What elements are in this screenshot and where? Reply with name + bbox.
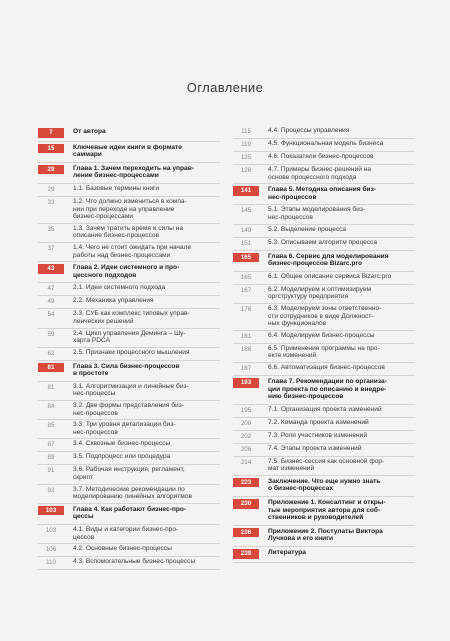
toc-section-entry — [233, 363, 415, 376]
toc-right-column — [233, 126, 415, 563]
toc-section-entry — [233, 272, 415, 285]
chapter-page-number-badge: 81 — [38, 363, 64, 373]
section-page-number: 106 — [45, 546, 57, 554]
section-title: 2.2. Механика управления — [73, 297, 154, 305]
toc-section-entry — [233, 444, 415, 457]
section-page-number: 187 — [240, 364, 252, 372]
section-page-number: 29 — [47, 185, 55, 193]
toc-section-entry — [38, 348, 220, 361]
toc-chapter-entry — [233, 526, 415, 547]
toc-section-entry — [38, 465, 220, 484]
toc-section-entry — [233, 457, 415, 476]
section-page-number: 37 — [47, 244, 55, 252]
section-title: 2.3. СУБ как комплекс типовых управ- ленческих решений — [73, 310, 190, 325]
toc-section-entry — [233, 225, 415, 238]
toc-section-entry — [233, 238, 415, 251]
chapter-title: Приложение 2. Постулаты Виктора Лучкова и его книги — [268, 527, 383, 543]
section-page-number: 206 — [240, 445, 252, 453]
section-title: 6.4. Моделируем бизнес-процессы — [268, 331, 375, 339]
section-title: 7.3. Роли участников изменений — [268, 431, 368, 439]
toc-chapter-entry — [38, 163, 220, 184]
section-page-number: 167 — [240, 286, 252, 294]
section-page-number: 92 — [47, 486, 55, 494]
section-page-number: 151 — [240, 239, 252, 247]
section-page-number: 200 — [240, 419, 252, 427]
section-title: 4.2. Основные бизнес-процессы — [73, 545, 172, 553]
section-title: 4.3. Вспомогательные бизнес-процессы — [73, 558, 196, 566]
toc-chapter-entry — [38, 361, 220, 382]
chapter-title: Приложение 1. Консалтинг и откры- тые мероприятия автора для соб- ственников и руководителей — [268, 499, 386, 522]
chapter-title: Глава 6. Сервис для моделирования бизнес-процессов Bizarc.pro — [268, 252, 389, 268]
section-page-number: 110 — [46, 559, 56, 567]
section-page-number: 54 — [47, 311, 55, 319]
section-title: 6.2. Моделируем и оптимизируем оргструктуру предприятия — [268, 285, 371, 301]
chapter-title: Ключевые идеи книги в формате саммари — [73, 143, 182, 159]
toc-chapter-entry — [233, 547, 415, 563]
section-title: 1.3. Зачем тратить время и силы на описание бизнес-процессов — [73, 224, 183, 240]
toc-section-entry — [233, 126, 415, 139]
section-page-number: 33 — [47, 198, 55, 206]
chapter-title: Глава 1. Зачем переходить на управ- ление бизнес-процессами — [73, 164, 194, 180]
section-page-number: 49 — [47, 298, 55, 306]
section-page-number: 119 — [241, 141, 251, 148]
toc-section-entry — [233, 304, 415, 331]
chapter-page-number-badge: 230 — [233, 499, 259, 509]
toc-section-entry — [233, 418, 415, 431]
chapter-page-number-badge: 15 — [38, 144, 64, 154]
section-page-number: 35 — [47, 225, 55, 233]
toc-section-entry — [38, 283, 220, 296]
section-title: 1.4. Чего не стоит ожидать при начале работы над бизнес-процессами — [73, 243, 192, 259]
section-page-number: 202 — [240, 432, 252, 440]
section-page-number: 91 — [47, 467, 55, 475]
section-title: 1.1. Базовые термины книги — [73, 184, 160, 192]
page-title: Оглавление — [186, 80, 264, 95]
toc-section-entry — [233, 205, 415, 224]
section-title: 3.4. Сквозные бизнес-процессы — [73, 440, 171, 448]
toc-section-entry — [38, 525, 220, 544]
section-title: 7.2. Команда проекта изменений — [268, 418, 369, 426]
toc-section-entry — [38, 224, 220, 243]
chapter-page-number-badge: 7 — [38, 128, 64, 138]
toc-section-entry — [233, 165, 415, 184]
section-page-number: 186 — [240, 345, 252, 353]
section-page-number: 149 — [240, 226, 252, 234]
toc-chapter-entry — [233, 376, 415, 405]
section-title: 6.6. Автоматизация бизнес-процессов — [268, 363, 385, 371]
chapter-title: Глава 5. Методика описания биз- нес-процессов — [268, 186, 377, 201]
toc-section-entry — [38, 485, 220, 504]
section-title: 7.1. Организация проекта изменений — [268, 405, 382, 413]
toc-section-entry — [38, 382, 220, 401]
section-page-number: 103 — [45, 527, 57, 534]
toc-chapter-entry — [233, 476, 415, 497]
chapter-title: Глава 2. Идеи системного и про- цессного подходов — [73, 264, 180, 279]
section-page-number: 181 — [240, 332, 252, 340]
section-title: 3.6. Рабочая инструкция, регламент, скрипт — [73, 466, 185, 482]
section-title: 5.3. Описываем алгоритм процесса — [268, 238, 378, 246]
chapter-page-number-badge: 141 — [233, 186, 259, 196]
section-page-number: 165 — [240, 273, 252, 281]
section-title: 3.1. Алгоритмизация и линейные биз- нес-процессы — [73, 382, 189, 398]
section-page-number: 126 — [240, 167, 252, 174]
section-page-number: 115 — [241, 128, 251, 135]
chapter-title: Литература — [268, 549, 306, 557]
toc-chapter-entry — [38, 126, 220, 142]
toc-section-entry — [38, 197, 220, 224]
chapter-title: Заключение. Что еще нужно знать о бизнес-процессах — [268, 477, 381, 493]
toc-section-entry — [38, 184, 220, 197]
section-page-number: 176 — [240, 305, 252, 313]
section-title: 1.2. Что должно измениться в компа- нии при переходе на управление бизнес-процессами — [73, 197, 187, 221]
chapter-title: Глава 3. Сила бизнес-процессов в простоте — [73, 362, 180, 378]
toc-section-entry — [38, 557, 220, 570]
chapter-page-number-badge: 103 — [38, 506, 64, 516]
chapter-page-number-badge: 193 — [233, 378, 259, 388]
chapter-title: Глава 4. Как работают бизнес-про- цессы — [73, 505, 187, 521]
section-title: 5.1. Этапы моделирования биз- нес-процессов — [268, 206, 366, 221]
toc-section-entry — [233, 405, 415, 418]
toc-chapter-entry — [233, 184, 415, 205]
toc-section-entry — [233, 152, 415, 165]
section-page-number: 59 — [47, 330, 55, 338]
toc-section-entry — [38, 296, 220, 309]
toc-section-entry — [38, 544, 220, 557]
section-title: 4.6. Показатели бизнес-процессов — [268, 153, 374, 160]
chapter-page-number-badge: 239 — [233, 549, 259, 559]
section-title: 7.5. Бизнес-сессия как основной фор- мат изменений — [268, 457, 385, 473]
section-title: 4.4. Процессы управления — [268, 127, 350, 134]
section-page-number: 62 — [47, 349, 55, 357]
section-page-number: 89 — [47, 454, 55, 462]
section-title: 6.3. Моделируем зоны ответственно- сти сотрудников в виде Должност- ных функционалов — [268, 304, 382, 328]
section-title: 4.5. Функциональная модель бизнеса — [268, 140, 384, 147]
toc-section-entry — [233, 285, 415, 304]
section-title: 3.2. Две формы представления биз- нес-процессов — [73, 402, 184, 417]
section-title: 3.5. Подпроцесс или процедура — [73, 453, 171, 461]
section-page-number: 195 — [240, 406, 252, 414]
toc-section-entry — [38, 243, 220, 262]
section-page-number: 81 — [47, 383, 55, 391]
toc-section-entry — [38, 309, 220, 328]
toc-left-column — [38, 126, 220, 570]
section-page-number: 84 — [47, 403, 55, 411]
chapter-title: От автора — [73, 128, 106, 135]
chapter-page-number-badge: 43 — [38, 264, 64, 274]
toc-chapter-entry — [233, 251, 415, 272]
toc-section-entry — [233, 344, 415, 363]
section-title: 3.7. Методические рекомендации по моделированию линейных алгоритмов — [73, 485, 192, 501]
chapter-title: Глава 7. Рекомендации по организа- ции проекта по описанию и внедре- нию бизнес-процессов — [268, 377, 387, 401]
toc-section-entry — [38, 401, 220, 420]
section-page-number: 85 — [47, 422, 55, 430]
toc-section-entry — [38, 439, 220, 452]
section-page-number: 125 — [240, 154, 252, 161]
section-title: 5.2. Выделение процесса — [268, 225, 347, 233]
chapter-page-number-badge: 29 — [38, 165, 64, 175]
section-title: 6.5. Применение программы на про- екте изменений — [268, 344, 380, 360]
chapter-page-number-badge: 165 — [233, 253, 259, 263]
toc-section-entry — [233, 331, 415, 344]
toc-section-entry — [38, 329, 220, 348]
toc-chapter-entry — [38, 142, 220, 163]
section-title: 4.1. Виды и категории бизнес-про- цессов — [73, 526, 179, 541]
section-title: 3.3. Три уровня детализации биз- нес-процессов — [73, 421, 176, 436]
section-title: 2.5. Признаки процессного мышления — [73, 348, 190, 356]
section-title: 2.4. Цикл управления Деминга – Шу- харта PDCA — [73, 329, 186, 345]
section-page-number: 214 — [240, 458, 252, 466]
section-title: 7.4. Этапы проекта изменений — [268, 444, 362, 452]
section-page-number: 47 — [47, 285, 55, 293]
section-title: 6.1. Общее описание сервиса Bizarc.pro — [268, 272, 392, 280]
toc-chapter-entry — [233, 497, 415, 526]
section-page-number: 145 — [240, 207, 252, 215]
chapter-page-number-badge: 236 — [233, 528, 259, 538]
section-title: 4.7. Примеры бизнес-решений на основе процессного подхода — [268, 166, 372, 181]
toc-section-entry — [38, 420, 220, 439]
toc-section-entry — [233, 139, 415, 152]
toc-chapter-entry — [38, 262, 220, 283]
toc-chapter-entry — [38, 504, 220, 525]
toc-section-entry — [38, 452, 220, 465]
chapter-page-number-badge: 223 — [233, 478, 259, 488]
toc-section-entry — [233, 431, 415, 444]
section-page-number: 87 — [47, 441, 55, 449]
section-title: 2.1. Идеи системного подхода — [73, 284, 166, 292]
